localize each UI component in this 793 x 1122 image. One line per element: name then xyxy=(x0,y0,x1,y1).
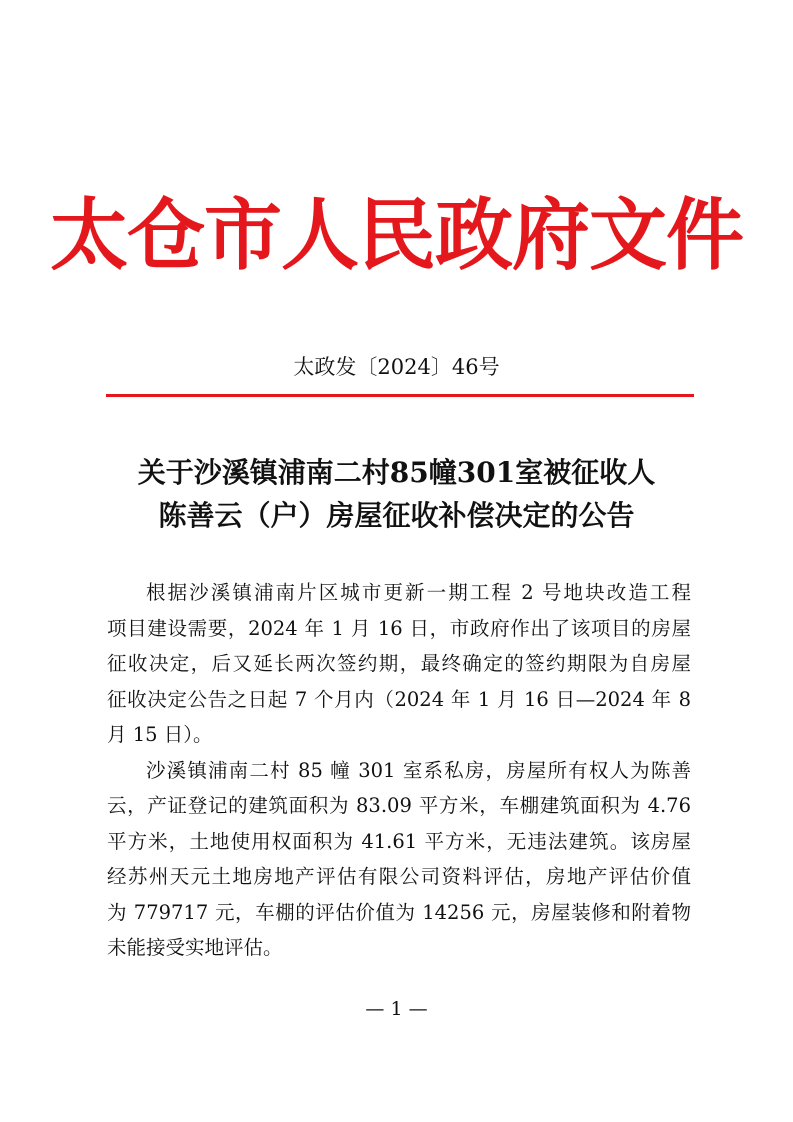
body-line: 征收决定公告之日起 7 个月内（2024 年 1 月 16 日—2024 年 8 xyxy=(107,687,691,711)
document-masthead: 太仓市人民政府文件 xyxy=(49,190,743,281)
body-line: 云，产证登记的建筑面积为 83.09 平方米，车棚建筑面积为 4.76 xyxy=(107,794,691,817)
body-line: 征收决定，后又延长两次签约期，最终确定的签约期限为自房屋 xyxy=(107,652,691,675)
body-paragraph xyxy=(107,575,691,753)
body-line: 未能接受实地评估。 xyxy=(107,936,283,959)
page-number: — 1 — xyxy=(365,998,428,1020)
document-body xyxy=(107,575,691,966)
body-paragraph xyxy=(107,753,691,966)
body-line: 经苏州天元土地房地产评估有限公司资料评估，房地产评估价值 xyxy=(107,865,691,888)
body-line: 沙溪镇浦南二村 85 幢 301 室系私房，房屋所有权人为陈善 xyxy=(146,758,691,782)
notice-title xyxy=(0,451,793,537)
notice-title-line: 关于沙溪镇浦南二村85幢301室被征收人 xyxy=(137,456,656,489)
notice-title-line: 陈善云（户）房屋征收补偿决定的公告 xyxy=(158,499,635,532)
red-divider-line xyxy=(106,394,694,397)
body-line: 根据沙溪镇浦南片区城市更新一期工程 2 号地块改造工程 xyxy=(146,581,691,604)
body-line: 月 15 日）。 xyxy=(107,723,213,746)
body-line: 为 779717 元，车棚的评估价值为 14256 元，房屋装修和附着物 xyxy=(107,900,691,924)
document-number: 太政发〔2024〕46号 xyxy=(293,355,500,379)
body-line: 平方米，土地使用权面积为 41.61 平方米，无违法建筑。该房屋 xyxy=(107,829,691,853)
body-line: 项目建设需要，2024 年 1 月 16 日，市政府作出了该项目的房屋 xyxy=(107,616,691,640)
